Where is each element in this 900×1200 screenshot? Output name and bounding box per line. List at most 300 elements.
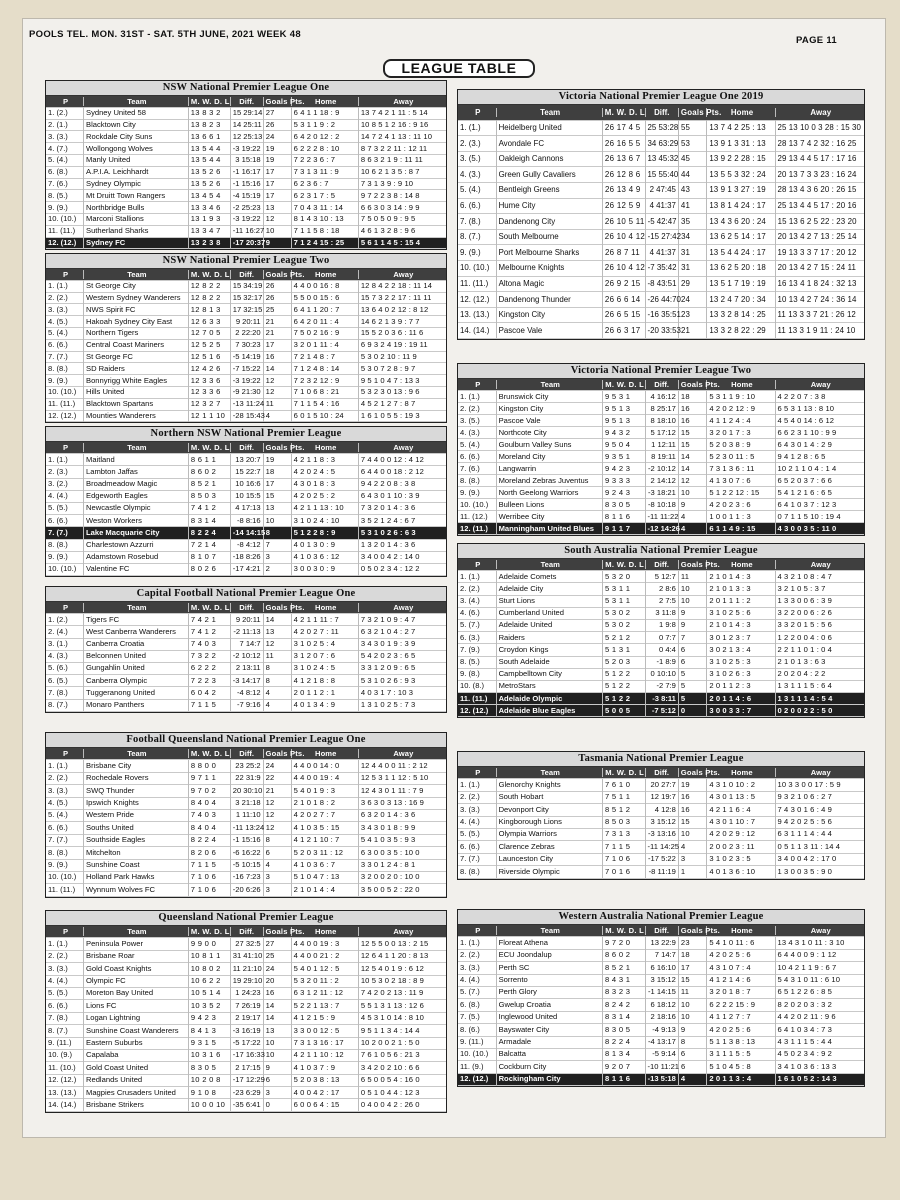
- cell-away: 10 8 5 1 2 16 : 9 16: [360, 120, 429, 130]
- column-header-diff: Diff.: [231, 97, 264, 106]
- column-header-mwdl: M. W. D. L: [603, 380, 646, 389]
- cell-diff: -20 6:26: [231, 884, 264, 896]
- table-header-row: [46, 602, 446, 614]
- cell-mwdl: 9 2 4 3: [603, 487, 646, 499]
- table-northern-nsw-npl: [45, 426, 447, 577]
- table-row: [458, 475, 864, 487]
- cell-gp: 26: [264, 280, 292, 292]
- cell-home: 4 2 0 2 9 : 12: [707, 828, 775, 840]
- cell-mwdl: 8 0 2 6: [189, 563, 231, 575]
- cell-home: 5 3 1 1 9 : 10: [707, 391, 775, 403]
- column-header-gp: Goals Pts.: [265, 96, 305, 106]
- cell-diff: 3 15:12: [646, 816, 679, 828]
- cell-home: 5 3 2 0 11 : 2: [292, 975, 359, 987]
- cell-team: Port Melbourne Sharks: [497, 245, 603, 261]
- cell-gp: 10: [264, 515, 292, 527]
- cell-mwdl: 10 6 2 2: [189, 975, 231, 987]
- table-title: NSW National Premier League Two: [46, 254, 446, 269]
- cell-away: 15 13 6 2 5 22 : 23 20: [777, 216, 857, 226]
- cell-team: A.P.I.A. Leichhardt: [84, 166, 189, 178]
- table-row: [46, 527, 446, 539]
- cell-team: Charlestown Azzurri: [84, 539, 189, 551]
- cell-diff: 4 41:37: [646, 198, 679, 214]
- league-table-banner: LEAGUE TABLE: [383, 59, 535, 78]
- cell-team: Sunshine Coast Wanderers: [84, 1025, 189, 1037]
- cell-home: 3 1 0 2 3 : 5: [707, 853, 775, 865]
- cell-diff: 8 25:17: [646, 403, 679, 415]
- cell-diff: 12 25:13: [232, 131, 263, 141]
- table-row: [46, 614, 446, 626]
- cell-away: 3 2 0 0 2 0 : 10 0: [360, 872, 420, 882]
- cell-pos: 8. (7.): [46, 1025, 84, 1037]
- table-row: [46, 540, 446, 552]
- cell-away: 5 3 1 0 2 6 : 6 3: [360, 527, 416, 537]
- cell-diff: 15 55:40: [646, 167, 679, 183]
- cell-diff: -5 10:15: [231, 859, 264, 871]
- cell-away: 0 5 1 0 4 4 : 12 3: [360, 1087, 420, 1097]
- cell-away: 10 4 2 1 1 9 : 6 7: [777, 962, 837, 972]
- cell-gp: 5: [679, 680, 707, 692]
- cell-team: Adamstown Rosebud: [84, 551, 189, 563]
- cell-team: Moreland Zebras Juventus: [497, 475, 603, 487]
- cell-team: Kingborough Lions: [497, 816, 603, 828]
- cell-home: 4 3 0 1 13 : 5: [707, 791, 775, 803]
- cell-mwdl: 12 8 2 2: [189, 280, 231, 292]
- cell-mwdl: 13 5 4 4: [189, 143, 231, 155]
- cell-home: 4 1 2 1 8 : 8: [292, 675, 359, 687]
- cell-away: 7 4 4 0 0 12 : 4 12: [360, 454, 424, 464]
- cell-mwdl: 8 1 1 6: [603, 1073, 646, 1085]
- cell-diff: -13 11:24: [232, 399, 265, 409]
- cell-team: Moreland City: [497, 451, 603, 463]
- cell-diff: -18 8:26: [231, 551, 264, 563]
- cell-mwdl: 26 12 8 6: [603, 167, 646, 183]
- table-row: [46, 1062, 446, 1074]
- cell-gp: 34: [679, 229, 707, 245]
- cell-pos: 4. (4.): [458, 974, 497, 986]
- cell-gp: 12: [264, 809, 292, 821]
- cell-team: Adelaide Olympic: [497, 693, 603, 705]
- cell-pos: 11. (11.): [458, 276, 497, 292]
- cell-team: Weston Workers: [84, 515, 189, 527]
- cell-diff: -20 33:53: [646, 323, 679, 339]
- cell-home: 2 1 0 1 4 : 4: [292, 884, 359, 896]
- cell-pos: 11. (11.): [46, 398, 84, 410]
- cell-team: Sutherland Sharks: [84, 225, 189, 237]
- cell-gp: 12: [264, 797, 292, 809]
- cell-mwdl: 26 10 4 12: [603, 229, 646, 245]
- cell-mwdl: 7 3 2 2: [189, 650, 231, 662]
- cell-away: 6 4 3 0 1 10 : 3 9: [360, 491, 420, 501]
- cell-diff: 22 31:9: [231, 772, 264, 784]
- cell-home: 4 2 0 2 12 : 9: [707, 403, 775, 415]
- cell-gp: 6: [679, 1048, 707, 1060]
- cell-gp: 16: [679, 415, 707, 427]
- cell-away: 9 5 1 0 4 7 : 13 3: [360, 375, 420, 385]
- cell-mwdl: 10 2 0 8: [189, 1074, 231, 1086]
- cell-pos: 4. (3.): [458, 427, 497, 439]
- cell-pos: 10. (9.): [46, 1049, 84, 1061]
- cell-mwdl: 9 5 0 4: [603, 439, 646, 451]
- cell-gp: 4: [264, 859, 292, 871]
- cell-pos: 5. (7.): [458, 619, 497, 631]
- cell-diff: 27 32:5: [231, 938, 264, 950]
- cell-home: 4 1 1 2 4 : 4: [707, 415, 775, 427]
- cell-mwdl: 26 10 4 12: [603, 260, 646, 276]
- cell-team: Blacktown City: [84, 119, 189, 131]
- cell-team: Raiders: [497, 632, 603, 644]
- cell-gp: 15: [679, 439, 707, 451]
- cell-home: 4 2 0 2 5 : 2: [292, 490, 359, 502]
- cell-home: 6 2 3 6 : 7: [292, 178, 359, 190]
- cell-away: 1 6 1 0 5 2 : 14 3: [777, 1074, 837, 1084]
- cell-team: Hakoah Sydney City East: [84, 316, 189, 328]
- cell-home: 13 5 4 4 24 : 17: [707, 245, 775, 261]
- cell-diff: -28 15:43: [232, 411, 265, 421]
- cell-home: 2 1 0 1 4 : 3: [707, 619, 775, 631]
- cell-diff: -11 11:22: [647, 511, 679, 521]
- cell-away: 9 4 2 0 2 5 : 5 6: [777, 817, 832, 827]
- table-row: [458, 841, 864, 853]
- cell-away: 28 13 4 3 6 20 : 26 15: [777, 185, 857, 195]
- cell-pos: 14. (14.): [458, 323, 497, 339]
- cell-mwdl: 9 4 2 3: [603, 463, 646, 475]
- cell-pos: 5. (4.): [46, 327, 84, 339]
- cell-pos: 4. (5.): [46, 316, 84, 328]
- cell-gp: 6: [679, 656, 707, 668]
- table-title: Victoria National Premier League One 2019: [458, 90, 864, 105]
- cell-mwdl: 10 8 1 1: [189, 950, 231, 962]
- cell-mwdl: 10 3 5 2: [189, 1000, 231, 1012]
- cell-mwdl: 7 1 1 5: [603, 841, 646, 853]
- table-row: [46, 293, 446, 305]
- cell-diff: -13 5:18: [646, 1073, 679, 1085]
- cell-team: MetroStars: [497, 680, 603, 692]
- cell-home: 5 4 0 1 9 : 3: [292, 785, 359, 797]
- cell-mwdl: 5 2 1 2: [603, 632, 646, 644]
- cell-away: 0 5 0 2 3 4 : 12 2: [360, 564, 420, 574]
- cell-away: 1 3 1 1 1 5 : 6 4: [777, 681, 832, 691]
- cell-gp: 4: [264, 687, 292, 699]
- cell-home: 4 1 2 1 5 : 9: [292, 1012, 359, 1024]
- cell-team: Gold Coast Knights: [84, 963, 189, 975]
- table-row: [458, 487, 864, 499]
- table-row: [46, 340, 446, 352]
- cell-team: Kingston City: [497, 403, 603, 415]
- cell-team: Devonport City: [497, 804, 603, 816]
- cell-home: 4 3 1 0 10 : 2: [707, 779, 775, 791]
- cell-pos: 7. (8.): [46, 1012, 84, 1024]
- cell-team: Adelaide City: [497, 583, 603, 595]
- cell-diff: 7 26:19: [231, 1000, 264, 1012]
- cell-mwdl: 9 7 2 0: [603, 937, 646, 949]
- cell-team: Brisbane Roar: [84, 950, 189, 962]
- cell-away: 7 4 3 0 1 6 : 4 9: [777, 804, 832, 814]
- table-row: [46, 1099, 446, 1111]
- cell-home: 3 1 0 2 5 : 6: [707, 607, 775, 619]
- cell-away: 7 5 0 5 0 9 : 9 5: [360, 214, 416, 224]
- cell-away: 4 3 1 1 1 5 : 4 4: [777, 1037, 832, 1047]
- cell-away: 13 4 3 1 0 11 : 3 10: [777, 937, 845, 947]
- cell-team: Kingston City: [497, 307, 603, 323]
- cell-pos: 7. (5.): [458, 1011, 497, 1023]
- cell-pos: 3. (2.): [46, 478, 84, 490]
- cell-diff: 3 11:8: [646, 607, 679, 619]
- cell-pos: 6. (6.): [46, 515, 84, 527]
- cell-mwdl: 5 3 1 1: [603, 595, 646, 607]
- cell-away: 6 5 1 2 2 6 : 8 5: [777, 987, 832, 997]
- cell-diff: 5 17:12: [646, 427, 679, 439]
- cell-home: 4 3 0 1 10 : 7: [707, 816, 775, 828]
- cell-diff: -2 10:12: [646, 463, 679, 475]
- table-row: [458, 681, 864, 693]
- cell-pos: 1. (1.): [46, 760, 84, 772]
- cell-pos: 6. (6.): [458, 451, 497, 463]
- cell-home: 6 4 1 1 20 : 7: [292, 304, 359, 316]
- cell-home: 13 8 1 4 24 : 17: [707, 198, 775, 214]
- cell-team: St George City: [84, 280, 189, 292]
- cell-team: Riverside Olympic: [497, 866, 603, 878]
- column-header-home: Home: [292, 749, 359, 758]
- cell-home: 2 1 0 1 3 : 3: [707, 583, 775, 595]
- cell-diff: -11 14:25: [646, 841, 679, 853]
- table-row: [46, 1050, 446, 1062]
- cell-away: 20 13 4 2 7 15 : 24 11: [777, 263, 856, 273]
- table-row: [458, 937, 864, 949]
- cell-away: 3 3 2 0 1 5 : 5 6: [777, 620, 832, 630]
- cell-mwdl: 8 2 0 6: [189, 847, 231, 859]
- cell-gp: 10: [679, 583, 707, 595]
- cell-away: 4 3 2 1 0 8 : 4 7: [777, 571, 832, 581]
- cell-away: 6 3 1 1 1 4 : 4 4: [777, 829, 832, 839]
- table-row: [46, 798, 446, 810]
- cell-home: 5 2 3 0 11 : 5: [707, 451, 775, 463]
- cell-away: 10 6 2 1 3 5 : 8 7: [360, 167, 420, 177]
- cell-diff: -7 5:12: [646, 705, 679, 717]
- table-row: [46, 1013, 446, 1025]
- cell-mwdl: 8 8 0 0: [189, 760, 231, 772]
- cell-team: Cumberland United: [497, 607, 603, 619]
- table-row: [458, 136, 864, 152]
- cell-home: 4 0 1 3 0 : 9: [292, 539, 359, 551]
- cell-away: 6 4 1 0 3 7 : 12 3: [777, 499, 837, 509]
- cell-away: 6 5 2 0 3 7 : 6 6: [777, 475, 832, 485]
- table-row: [46, 281, 446, 293]
- cell-team: Werribee City: [497, 511, 603, 523]
- column-header-pos: P: [46, 927, 84, 936]
- cell-home: 4 1 2 1 4 : 6: [707, 974, 775, 986]
- cell-team: ECU Joondalup: [497, 949, 603, 961]
- cell-home: 4 2 1 1 8 : 3: [292, 454, 359, 466]
- table-row: [458, 854, 864, 866]
- cell-gp: 21: [264, 316, 292, 328]
- cell-gp: 16: [264, 987, 292, 999]
- cell-mwdl: 26 6 6 14: [603, 292, 646, 308]
- cell-team: Langwarrin: [497, 463, 603, 475]
- cell-mwdl: 5 2 0 3: [603, 656, 646, 668]
- cell-pos: 10. (8.): [458, 680, 497, 692]
- cell-pos: 3. (3.): [458, 962, 497, 974]
- cell-gp: 53: [679, 136, 707, 152]
- table-row: [46, 1000, 446, 1012]
- table-row: [458, 705, 864, 717]
- table-row: [458, 499, 864, 511]
- cell-mwdl: 26 9 2 15: [603, 276, 646, 292]
- cell-gp: 24: [679, 292, 707, 308]
- cell-team: Broadmeadow Magic: [84, 478, 189, 490]
- cell-gp: 4: [264, 410, 292, 422]
- cell-away: 28 13 7 4 2 32 : 16 25: [777, 138, 857, 148]
- cell-away: 3 4 0 0 4 2 : 14 0: [360, 552, 420, 562]
- cell-away: 4 5 2 1 2 7 : 8 7: [360, 399, 416, 409]
- cell-mwdl: 5 1 2 2: [603, 693, 646, 705]
- cell-away: 4 3 0 0 3 5 : 11 0: [777, 523, 837, 533]
- cell-gp: 4: [679, 511, 707, 523]
- cell-team: Mitchelton: [84, 847, 189, 859]
- cell-home: 13 7 4 2 25 : 13: [707, 120, 775, 136]
- cell-gp: 29: [679, 276, 707, 292]
- cell-home: 7 3 1 3 16 : 17: [292, 1037, 359, 1049]
- table-row: [46, 988, 446, 1000]
- cell-away: 15 7 3 2 2 17 : 11 11: [360, 293, 432, 303]
- cell-mwdl: 7 1 0 6: [603, 853, 646, 865]
- cell-team: Logan Lightning: [84, 1012, 189, 1024]
- cell-diff: -23 6:29: [231, 1087, 264, 1099]
- cell-mwdl: 13 6 6 1: [189, 131, 231, 143]
- cell-mwdl: 8 4 1 3: [189, 1025, 231, 1037]
- cell-pos: 10. (10.): [458, 1048, 497, 1060]
- cell-gp: 18: [679, 391, 707, 403]
- cell-gp: 14: [679, 463, 707, 475]
- table-header-row: [458, 105, 864, 121]
- cell-pos: 14. (14.): [46, 1099, 84, 1111]
- column-header-team: Team: [497, 926, 603, 935]
- cell-home: 13 5 5 3 32 : 24: [707, 167, 775, 183]
- cell-mwdl: 12 7 0 5: [189, 327, 231, 339]
- cell-diff: -16 35:51: [646, 307, 679, 323]
- cell-mwdl: 12 5 2 5: [189, 339, 231, 351]
- cell-pos: 9. (8.): [458, 668, 497, 680]
- table-row: [458, 644, 864, 656]
- cell-away: 8 6 3 2 1 9 : 11 11: [360, 155, 423, 165]
- cell-gp: 21: [679, 323, 707, 339]
- cell-mwdl: 26 8 7 11: [603, 245, 646, 261]
- cell-mwdl: 8 4 0 4: [189, 797, 231, 809]
- cell-away: 4 0 3 1 7 : 10 3: [360, 687, 414, 697]
- cell-team: Capalaba: [84, 1049, 189, 1061]
- page-number: PAGE 11: [796, 35, 837, 46]
- cell-diff: -3 16:19: [231, 1025, 264, 1037]
- cell-diff: 1 24:23: [231, 987, 264, 999]
- cell-pos: 9. (9.): [46, 551, 84, 563]
- cell-gp: 11: [264, 398, 292, 410]
- column-header-home: Home: [707, 926, 775, 935]
- cell-team: Oakleigh Cannons: [497, 151, 603, 167]
- cell-home: 4 4 0 0 16 : 8: [292, 280, 359, 292]
- cell-gp: 6: [264, 1074, 292, 1086]
- cell-away: 3 4 3 0 1 8 : 9 9: [360, 822, 416, 832]
- cell-gp: 6: [679, 644, 707, 656]
- cell-diff: -3 19:22: [231, 213, 264, 225]
- cell-diff: -8 4:12: [231, 539, 264, 551]
- cell-home: 6 4 2 0 12 : 2: [292, 131, 359, 143]
- column-header-diff: Diff.: [231, 443, 264, 452]
- cell-pos: 2. (3.): [46, 466, 84, 478]
- cell-gp: 10: [679, 487, 707, 499]
- cell-pos: 9. (9.): [458, 487, 497, 499]
- table-row: [46, 454, 446, 466]
- table-title: Victoria National Premier League Two: [458, 364, 864, 379]
- cell-pos: 8. (8.): [46, 539, 84, 551]
- cell-gp: 10: [679, 828, 707, 840]
- cell-pos: 1. (2.): [46, 107, 84, 119]
- table-row: [458, 571, 864, 583]
- table-row: [458, 1012, 864, 1024]
- cell-team: Marconi Stallions: [84, 213, 189, 225]
- cell-mwdl: 26 17 4 5: [603, 120, 646, 136]
- cell-mwdl: 9 1 0 8: [189, 1087, 231, 1099]
- cell-pos: 11. (9.): [458, 1061, 497, 1073]
- column-header-away: Away: [393, 269, 414, 279]
- cell-home: 3 2 0 1 8 : 7: [707, 986, 775, 998]
- column-header-diff: Diff.: [646, 108, 679, 117]
- cell-away: 0 4 0 0 4 2 : 26 0: [360, 1099, 420, 1109]
- cell-pos: 5. (5.): [458, 828, 497, 840]
- cell-pos: 2. (2.): [46, 950, 84, 962]
- cell-team: Dandenong Thunder: [497, 292, 603, 308]
- cell-gp: 14: [679, 451, 707, 463]
- cell-home: 5 2 0 3 11 : 12: [292, 847, 359, 859]
- cell-away: 6 3 0 0 3 5 : 10 0: [360, 847, 420, 857]
- column-header-team: Team: [84, 927, 189, 936]
- cell-gp: 44: [679, 167, 707, 183]
- cell-team: Canberra Olympic: [84, 675, 189, 687]
- cell-away: 4 6 1 3 2 8 : 9 6: [360, 226, 416, 236]
- cell-diff: -3 13:16: [646, 828, 679, 840]
- table-row: [458, 277, 864, 293]
- cell-pos: 9. (11.): [458, 1036, 497, 1048]
- cell-gp: 23: [679, 937, 707, 949]
- cell-home: 4 4 0 0 21 : 2: [292, 950, 359, 962]
- table-row: [458, 608, 864, 620]
- cell-gp: 19: [264, 454, 292, 466]
- cell-mwdl: 7 4 0 3: [189, 809, 231, 821]
- column-header-home: Home: [707, 768, 775, 777]
- cell-home: 7 1 2 4 8 : 14: [292, 363, 359, 375]
- cell-away: 16 13 4 1 8 24 : 32 13: [777, 279, 857, 289]
- cell-pos: 8. (7.): [46, 699, 84, 711]
- cell-team: Canberra Croatia: [84, 638, 189, 650]
- cell-away: 5 3 1 0 2 6 : 9 3: [360, 675, 416, 685]
- cell-team: Brunswick City: [497, 391, 603, 403]
- cell-diff: -4 13:17: [646, 1036, 679, 1048]
- cell-home: 1 0 0 1 1 : 3: [707, 511, 775, 523]
- table-row: [46, 479, 446, 491]
- cell-mwdl: 12 3 3 6: [189, 386, 231, 398]
- cell-team: Pascoe Vale: [497, 415, 603, 427]
- cell-diff: 31 41:10: [231, 950, 264, 962]
- cell-gp: 6: [264, 847, 292, 859]
- cell-away: 3 4 0 0 4 2 : 17 0: [777, 854, 837, 864]
- cell-gp: 15: [679, 816, 707, 828]
- table-row: [458, 987, 864, 999]
- cell-team: Tuggeranong United: [84, 687, 189, 699]
- cell-gp: 21: [264, 327, 292, 339]
- cell-pos: 7. (7.): [46, 834, 84, 846]
- table-row: [46, 1087, 446, 1099]
- cell-home: 8 1 4 3 10 : 13: [292, 213, 359, 225]
- column-header-pos: P: [458, 926, 497, 935]
